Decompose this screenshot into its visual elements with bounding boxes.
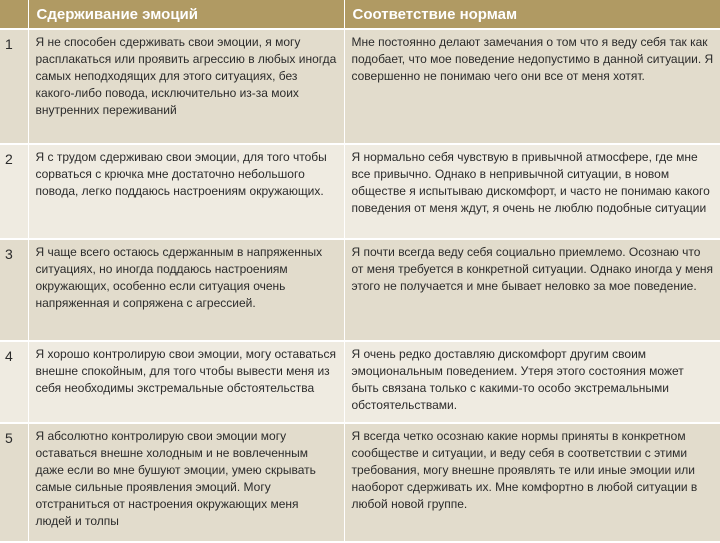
header-norm-compliance: Соответствие нормам xyxy=(344,0,720,29)
emotion-control-cell: Я чаще всего остаюсь сдержанным в напряженных ситуациях, но иногда поддаюсь настроениям окружающих, особенно если ситуация очень напряженная и сопряжена с агрессией. xyxy=(28,239,344,341)
table-header-row xyxy=(0,0,720,29)
norm-compliance-cell: Мне постоянно делают замечания о том что я веду себя так как подобает, что мое поведение недопустимо в данной ситуации. Я совершенно не понимаю чего они все от меня хотят. xyxy=(344,29,720,144)
norm-compliance-cell: Я почти всегда веду себя социально приемлемо. Осознаю что от меня требуется в конкретной ситуации. Однако иногда у меня этого не получается и мне бывает неловко за мое поведение. xyxy=(344,239,720,341)
norm-compliance-cell: Я очень редко доставляю дискомфорт другим своим эмоциональным поведением. Утеря этого состояния может быть связана только с какими-то особо экстремальными обстоятельствами. xyxy=(344,341,720,423)
table-row xyxy=(0,144,720,239)
emotion-control-cell: Я хорошо контролирую свои эмоции, могу оставаться внешне спокойным, для того чтобы вывести меня из себя необходимы экстремальные обстоятельства xyxy=(28,341,344,423)
emotion-control-cell: Я не способен сдерживать свои эмоции, я могу расплакаться или проявить агрессию в любых иногда самых неподходящих для этого ситуациях, без какого-либо повода, исключительно из-за моих внутренних переживаний xyxy=(28,29,344,144)
row-number: 1 xyxy=(0,29,28,144)
table-row xyxy=(0,341,720,423)
row-number: 2 xyxy=(0,144,28,239)
header-emotion-control: Сдерживание эмоций xyxy=(28,0,344,29)
emotion-control-cell: Я с трудом сдерживаю свои эмоции, для того чтобы сорваться с крючка мне достаточно небольшого повода, легко поддаюсь настроениям окружающих. xyxy=(28,144,344,239)
table-row xyxy=(0,29,720,144)
emotion-control-cell: Я абсолютно контролирую свои эмоции могу оставаться внешне холодным и не вовлеченным даже если во мне бушуют эмоции, умею скрывать самые сильные проявления эмоций. Могу отстраниться от настроения окружающих меня людей и толпы xyxy=(28,423,344,542)
header-number xyxy=(0,0,28,29)
row-number: 5 xyxy=(0,423,28,542)
row-number: 3 xyxy=(0,239,28,341)
row-number: 4 xyxy=(0,341,28,423)
norm-compliance-cell: Я нормально себя чувствую в привычной атмосфере, где мне все привычно. Однако в непривычной ситуации, в новом обществе я испытываю дискомфорт, и часто не понимаю какого поведения от меня ждут, я очень не люблю подобные ситуации xyxy=(344,144,720,239)
table-row xyxy=(0,423,720,542)
table-row xyxy=(0,239,720,341)
norm-compliance-cell: Я всегда четко осознаю какие нормы приняты в конкретном сообществе и ситуации, и веду себя в соответствии с этими требования, могу внешне проявлять те или иные эмоции или наоборот сдерживать их. Мне комфортно в любой ситуации в любой новой группе. xyxy=(344,423,720,542)
